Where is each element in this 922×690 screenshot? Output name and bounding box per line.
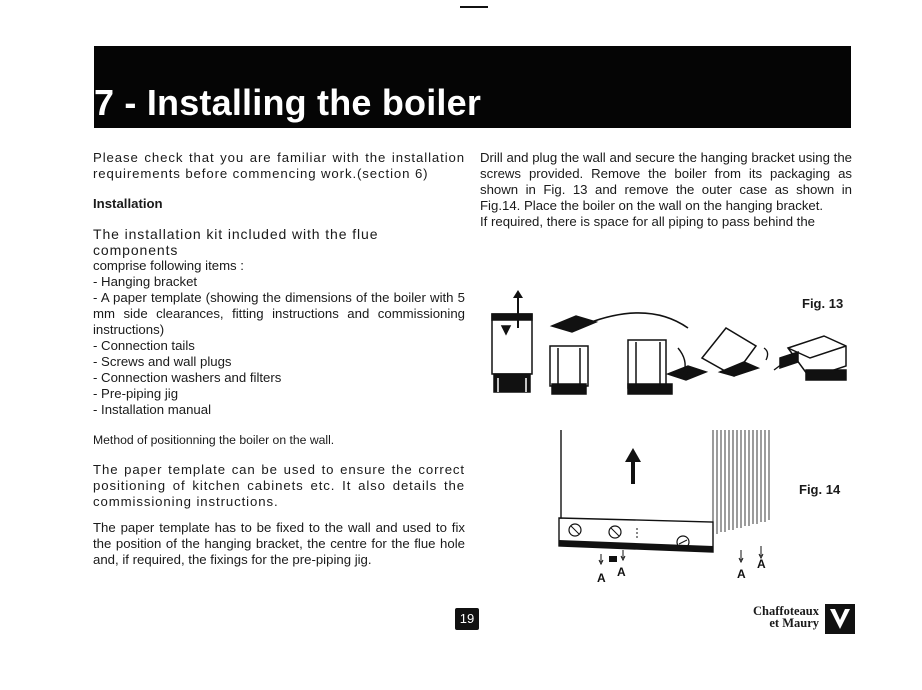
marker-a: A xyxy=(617,565,626,579)
list-item: - Pre-piping jig xyxy=(93,386,179,401)
marker-a: A xyxy=(757,557,766,571)
list-item: - Connection washers and filters xyxy=(93,370,282,385)
method-heading: Method of positionning the boiler on the wall. xyxy=(93,433,335,447)
brand-name xyxy=(753,605,819,629)
right-paragraph-1: Drill and plug the wall and secure the hanging bracket using the screws provided. Remove the boiler from its packaging as shown in Fig. 13 and remove the outer case as shown in Fig.14. Place the boiler on the wall on the hanging bracket. xyxy=(480,150,852,213)
list-item: - Installation manual xyxy=(93,402,212,417)
list-item: - Screws and wall plugs xyxy=(93,354,232,369)
right-column xyxy=(480,150,852,230)
right-paragraph-2: If required, there is space for all piping to pass behind the xyxy=(480,214,816,229)
kit-intro-line: The installation kit included with the flue components xyxy=(93,226,379,258)
brand-logo xyxy=(745,604,855,636)
top-rule xyxy=(460,6,488,8)
packaged-boiler xyxy=(492,314,532,392)
intro-paragraph: Please check that you are familiar with the installation requirements before commencing work.(section 6) xyxy=(93,150,465,181)
template-paragraph-2: The paper template has to be fixed to the wall and used to fix the position of the hanging bracket, the centre for the flue hole and, if required, the fixings for the pre-piping jig. xyxy=(93,520,465,567)
installation-heading: Installation xyxy=(93,196,163,211)
section-title: 7 - Installing the boiler xyxy=(94,82,482,123)
kit-intro-line-2: comprise following items : xyxy=(93,258,244,273)
brand-logo-icon xyxy=(825,604,855,634)
list-item: - Hanging bracket xyxy=(93,274,198,289)
boiler-case-removal-illustration xyxy=(553,426,778,592)
section-banner xyxy=(94,46,851,128)
marker-a: A xyxy=(597,571,606,585)
template-paragraph-1: The paper template can be used to ensure the correct positioning of kitchen cabinets etc. It also details the commissioning instructions. xyxy=(93,462,465,509)
list-item: - Connection tails xyxy=(93,338,195,353)
list-item: - A paper template (showing the dimensions of the boiler with 5 mm side clearances, fitting instructions and commissioning instructions) xyxy=(93,290,465,337)
fig13-label: Fig. 13 xyxy=(802,296,844,311)
page-number: 19 xyxy=(455,608,479,630)
brand-line-1: Chaffoteaux xyxy=(753,604,819,618)
marker-a: A xyxy=(737,567,746,581)
boiler-packaging-illustration xyxy=(488,288,850,400)
brand-line-2: et Maury xyxy=(769,616,819,630)
kit-items-list xyxy=(93,274,465,418)
fig14-label: Fig. 14 xyxy=(799,482,841,497)
left-column xyxy=(93,150,465,568)
